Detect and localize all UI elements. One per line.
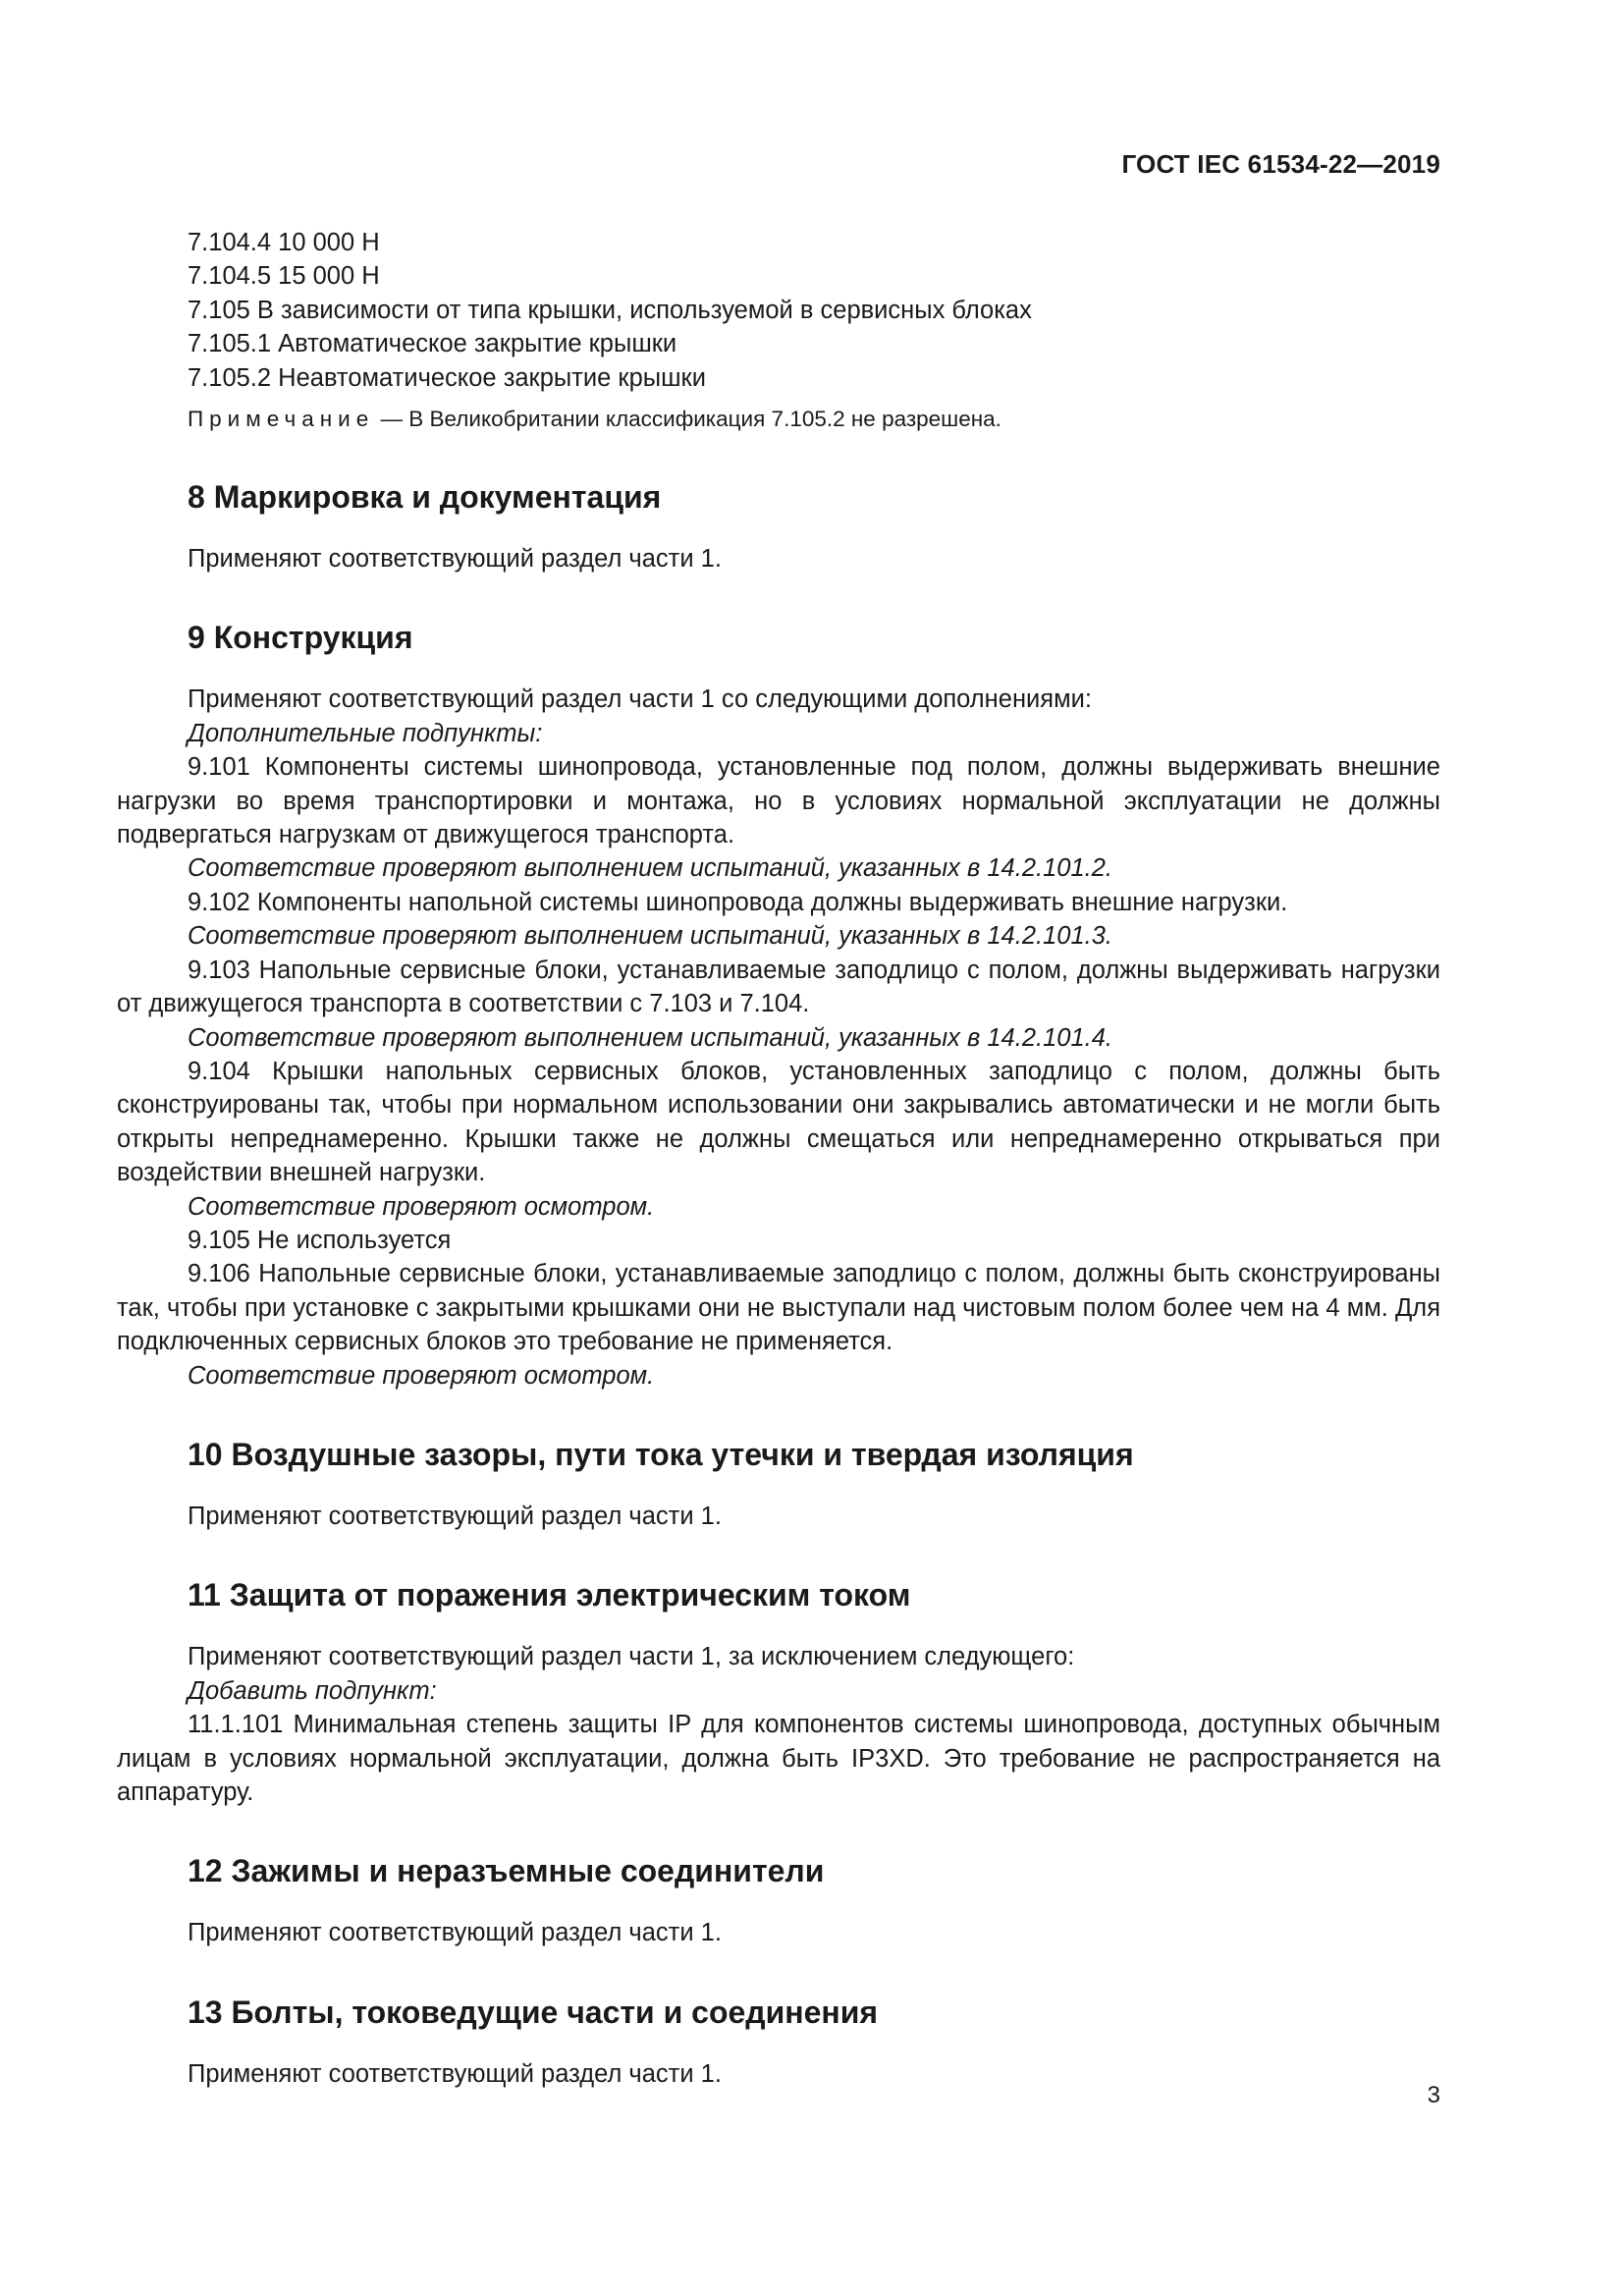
section-11-intro: Применяют соответствующий раздел части 1, за исключением следующего: (188, 1643, 1075, 1671)
clause-11-1-101: 11.1.101 Минимальная степень защиты IP для компонентов системы шинопровода, доступных обычным лицам в условиях нормальной эксплуатации, должна быть IP3XD. Это требование не распространяется на аппаратуру. (117, 1711, 1440, 1806)
compliance-9-101: Соответствие проверяют выполнением испытаний, указанных в 14.2.101.2. (188, 854, 1112, 883)
section-11-subheading: Добавить подпункт: (188, 1676, 437, 1705)
clause-9-103: 9.103 Напольные сервисные блоки, устанавливаемые заподлицо с полом, должны выдерживать нагрузки от движущегося транспорта в соответствии с 7.103 и 7.104. (117, 956, 1440, 1018)
section-13-heading: 13 Болты, токоведущие части и соединения (188, 1994, 879, 2030)
classification-list (117, 226, 1440, 395)
list-item: 7.104.5 15 000 Н (188, 262, 380, 291)
clause-9-102: 9.102 Компоненты напольной системы шинопровода должны выдерживать внешние нагрузки. (188, 888, 1288, 916)
note-label: Примечание (188, 407, 375, 432)
clause-9-106: 9.106 Напольные сервисные блоки, устанавливаемые заподлицо с полом, должны быть сконструированы так, чтобы при установке с закрытыми крышками они не выступали над чистовым полом более чем на 4 мм. Для подключенных сервисных блоков это требование не применяется. (117, 1260, 1440, 1356)
section-9-intro: Применяют соответствующий раздел части 1 со следующими дополнениями: (188, 685, 1092, 714)
compliance-9-106: Соответствие проверяют осмотром. (188, 1361, 655, 1390)
clause-9-105: 9.105 Не используется (188, 1226, 452, 1254)
list-item: 7.104.4 10 000 Н (188, 229, 380, 256)
compliance-9-104: Соответствие проверяют осмотром. (188, 1192, 655, 1221)
section-9-subheading: Дополнительные подпункты: (188, 719, 543, 747)
section-13-text: Применяют соответствующий раздел части 1. (188, 2059, 722, 2088)
section-11-heading: 11 Защита от поражения электрическим током (188, 1577, 911, 1613)
clause-9-104: 9.104 Крышки напольных сервисных блоков, установленных заподлицо с полом, должны быть сконструированы так, чтобы при нормальном использовании они закрывались автоматически и не могли быть открыты непреднамеренно. Крышки также не должны смещаться или непреднамеренно открываться при воздействии внешней нагрузки. (117, 1057, 1440, 1187)
compliance-9-102: Соответствие проверяют выполнением испытаний, указанных в 14.2.101.3. (188, 922, 1112, 951)
document-code-header: ГОСТ IEC 61534-22—2019 (1121, 149, 1440, 179)
section-8-heading: 8 Маркировка и документация (188, 479, 662, 516)
section-10-heading: 10 Воздушные зазоры, пути тока утечки и твердая изоляция (188, 1436, 1134, 1472)
page-number: 3 (1427, 2082, 1440, 2108)
section-12-heading: 12 Зажимы и неразъемные соединители (188, 1853, 825, 1889)
clause-9-101: 9.101 Компоненты системы шинопровода, установленные под полом, должны выдерживать внешние нагрузки во время транспортировки и монтажа, но в условиях нормальной эксплуатации не должны подвергаться нагрузкам от движущегося транспорта. (117, 753, 1440, 849)
note-text: — В Великобритании классификация 7.105.2 не разрешена. (374, 407, 1001, 432)
list-item: 7.105 В зависимости от типа крышки, используемой в сервисных блоках (188, 296, 1032, 324)
list-item: 7.105.1 Автоматическое закрытие крышки (188, 330, 677, 358)
note (117, 405, 1440, 434)
section-12-text: Применяют соответствующий раздел части 1. (188, 1919, 722, 1947)
compliance-9-103: Соответствие проверяют выполнением испытаний, указанных в 14.2.101.4. (188, 1023, 1112, 1052)
section-8-text: Применяют соответствующий раздел части 1. (188, 545, 722, 574)
section-10-text: Применяют соответствующий раздел части 1. (188, 1502, 722, 1530)
page-content (117, 226, 1440, 2091)
list-item: 7.105.2 Неавтоматическое закрытие крышки (188, 363, 706, 392)
section-9-heading: 9 Конструкция (188, 620, 413, 656)
